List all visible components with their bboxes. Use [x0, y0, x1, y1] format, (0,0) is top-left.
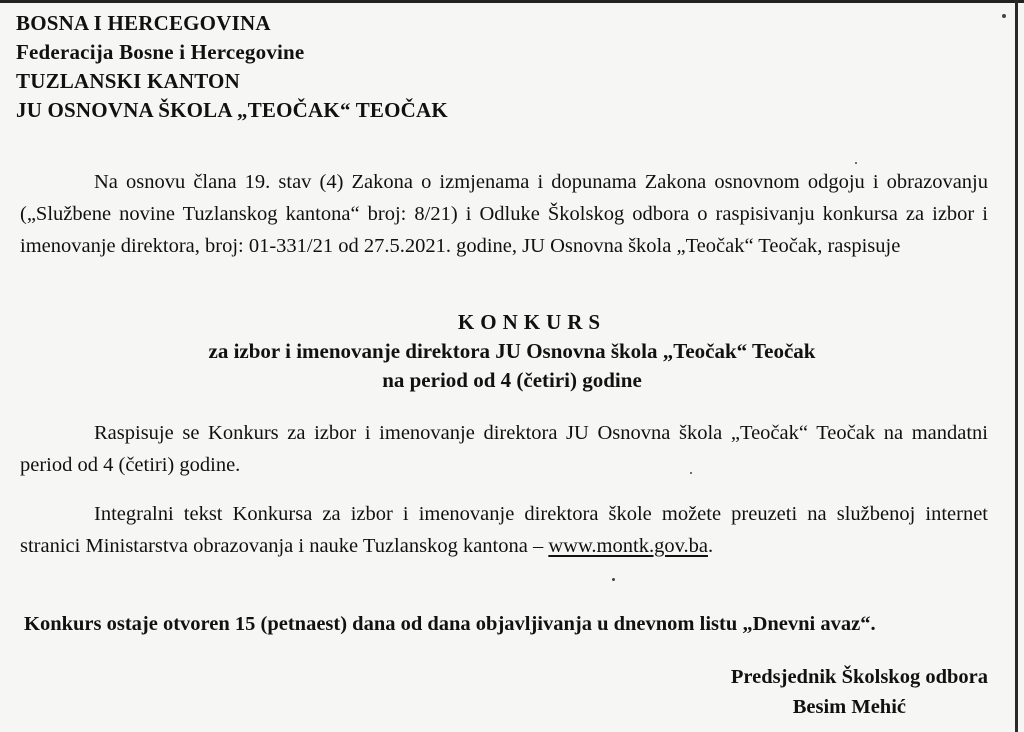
scan-speck	[855, 162, 857, 164]
country-line: BOSNA I HERCEGOVINA	[16, 11, 271, 35]
title-konkurs: KONKURS	[457, 310, 607, 334]
scan-speck	[612, 578, 615, 581]
announcement-paragraph: Raspisuje se Konkurs za izbor i imenovanje direktora JU Osnovna škola „Teočak“ Teočak na mandatni period od 4 (četiri) godine.	[20, 422, 988, 476]
title-subline-1: za izbor i imenovanje direktora JU Osnovna škola „Teočak“ Teočak	[208, 339, 816, 363]
signature-role: Predsjednik Školskog odbora	[730, 666, 988, 688]
signature-block	[731, 662, 988, 722]
ministry-website-link[interactable]: www.montk.gov.ba	[548, 535, 708, 557]
download-end: .	[707, 535, 714, 557]
scan-speck	[690, 472, 692, 474]
canton-line: TUZLANSKI KANTON	[16, 69, 240, 93]
scan-edge-top	[0, 0, 1024, 3]
title-subline-2: na period od 4 (četiri) godine	[382, 368, 642, 392]
intro-paragraph: Na osnovu člana 19. stav (4) Zakona o izmjenama i dopunama Zakona osnovnom odgoju i obrazovanju („Službene novine Tuzlanskog kantona“ broj: 8/21) i Odluke Školskog odbora o raspisivanju konkursa za izbor i imenovanje direktora, broj: 01-331/21 od 27.5.2021. godine, JU Osnovna škola „Teočak“ Teočak, raspisuje	[20, 171, 988, 257]
download-text: Integralni tekst Konkursa za izbor i imenovanje direktora škole možete preuzeti na službenoj internet stranici Ministarstva obrazovanja i nauke Tuzlanskog kantona –	[20, 503, 988, 557]
title-block	[0, 307, 1024, 395]
scan-speck	[1002, 14, 1006, 18]
download-paragraph	[20, 498, 988, 562]
signature-name: Besim Mehić	[792, 696, 906, 718]
school-line: JU OSNOVNA ŠKOLA „TEOČAK“ TEOČAK	[16, 98, 448, 122]
letterhead	[16, 9, 448, 125]
federation-line: Federacija Bosne i Hercegovine	[16, 40, 305, 64]
deadline-notice: Konkurs ostaje otvoren 15 (petnaest) dana od dana objavljivanja u dnevnom listu „Dnevni avaz“.	[24, 613, 876, 635]
